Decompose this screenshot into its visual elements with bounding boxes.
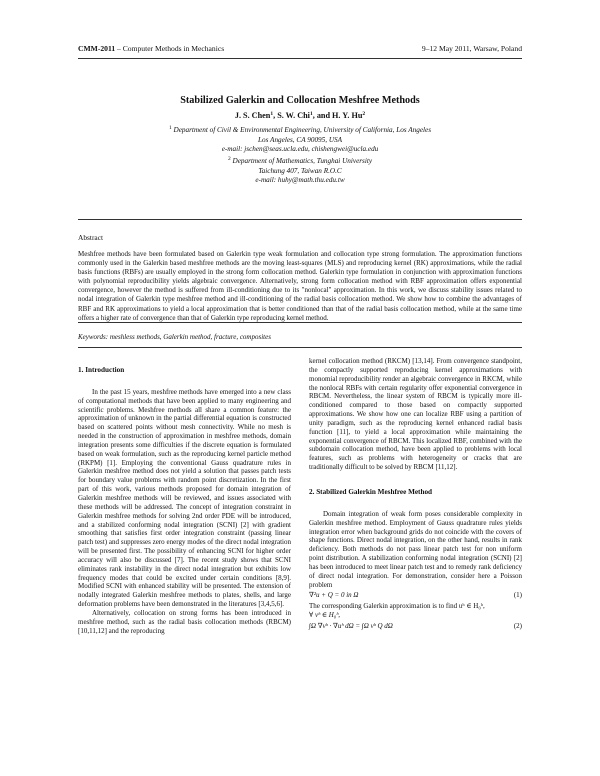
column-left (78, 366, 291, 635)
paragraph: Alternatively, collocation on strong forms has been introduced in meshfree method, such as the radial basis collocation methods (RBCM) [10,11,12] and the reproducing (78, 608, 291, 635)
equation-1: ∇²u + Q = 0 in Ω (1) (309, 591, 522, 600)
header-rule (78, 58, 522, 59)
abstract-top-rule (78, 219, 522, 220)
paragraph: Domain integration of weak form poses considerable complexity in Galerkin meshfree method. Employment of Gauss quadrature rules yields integration error when background grids do not coincide with the covers of shape functions. Direct nodal integration, on the other hand, results in rank deficiency. Both methods do not pass linear patch test for non uniform point distribution. A stabilization conforming nodal integration (SCNI) [2] has been introduced to meet linear patch test and to remedy rank deficiency of direct nodal integration. For demonstration, consider here a Poisson problem (309, 509, 522, 589)
author-list: J. S. Chen$^1$, S. W. Chi$^1$, and H. Y. Hu$^2$ (234, 111, 366, 120)
equation-2-quantifier: ∀ vʰ ∈ H₀ʰ, (309, 611, 340, 620)
running-header (78, 44, 522, 58)
conference-date-place: 9–12 May 2011, Warsaw, Poland (421, 44, 522, 53)
paragraph: The corresponding Galerkin approximation is to find uʰ ∈ H₀ʰ, (309, 602, 485, 611)
equation-2: ∫Ω ∇vʰ · ∇uʰ dΩ = ∫Ω vʰ Q dΩ (2) (309, 622, 522, 631)
paper-title: Stabilized Galerkin and Collocation Meshfree Methods (180, 95, 420, 106)
conference-label: CMM-2011 – Computer Methods in Mechanics (78, 44, 225, 53)
paragraph: In the past 15 years, meshfree methods have emerged into a new class of computational methods that have been applied to many engineering and scientific problems. Meshfree methods all share a common feature: the approximation of unknown in the partial differential equation is constructed based on scattered points without mesh connectivity. While no mesh is needed in the construction of approximation in meshfree methods, domain integration presents some difficulties if the discrete equation is formulated based on weak formulation, such as the reproducing kernel particle method (RKPM) [1]. Employing the conventional Gauss quadrature rules in Galerkin meshfree method does not yield a solution that passes patch tests for boundary value problems with random point discretization. In the first part of this work, various methods proposed for domain integration of Galerkin meshfree methods will be reviewed, and issues associated with these methods will be addressed. The concept of integration constraint in Galerkin meshfree methods for solving 2nd order PDE will be introduced, and a stabilized conforming nodal integration (SCNI) [2] with gradient smoothing that satisfies first order integration constraint (passing linear patch test) and suppresses zero energy modes of the direct nodal integration will be presented first. The possibility of enhancing SCNI for higher order accuracy will also be discussed [7]. The recent study shows that SCNI eliminates rank instability in the direct nodal integration but exhibits low frequency modes that could be excited under certain conditions [8,9]. Modified SCNI with enhanced stability will be presented. The extension of nodally integrated Galerkin meshfree methods to plates, shells, and large deformation problems have been demonstrated in the literatures [3,4,5,6]. (78, 387, 291, 609)
abstract-text: Meshfree methods have been formulated based on Galerkin type weak formulation and collocation type strong formulation. The approximation functions commonly used in the Galerkin based meshfree methods are the moving least-squares (MLS) and reproducing kernel (RK) approximations, while the radial basis functions (RBFs) are usually employed in the strong form collocation method. Galerkin type formulation in conjunction with approximation functions with polynomial reproducibility yields algebraic convergence. Alternatively, strong form collocation method with RBF approximation offers exponential convergence, however the method is suffered from ill-conditioning due to its "nonlocal" approximation. In this work, we discuss stability issues related to nodal integration of Galerkin type meshfree method and ill-conditioning of the radial basis collocation method. We show how to combine the advantages of RBF and RK approximations to yield a local approximation that is better conditioned than that of the radial basis collocation method, while at the same time offers a higher rate of convergence than that of Galerkin type reproducing kernel method. (78, 250, 522, 322)
abstract-heading: Abstract (78, 233, 104, 242)
affiliation-1: $^1$ Department of Civil & Environmental Engineering, University of California, Los Angeles Los Angeles, CA 90095, USA e-mail: jschen@seas.ucla.edu, chishengwei@ucla.edu (168, 125, 432, 154)
paragraph: kernel collocation method (RKCM) [13,14]. From convergence standpoint, the compactly supported reproducing kernel approximations with monomial reproducibility render an algebraic convergence in RKCM, while the nonlocal RBFs with certain regularity offer exponential convergence in RBCM. Nevertheless, the linear system of RBCM is typically more ill-conditioned compared to those based on compactly supported approximations. We show how one can localize RBF using a partition of unity paradigm, such as the reproducing kernel enhanced radial basis function [11], to yield a local approximation while maintaining the exponential convergence of RBCM. This localized RBF, combined with the subdomain collocation method, have been applied to problems with local features, such as problems with heterogeneity or cracks that are traditionally difficult to be solved by RBCM [11,12]. (309, 357, 522, 472)
affiliation-2: $^2$ Department of Mathematics, Tunghai University Taichung 407, Taiwan R.O.C e-mail: huhy@math.thu.edu.tw (227, 156, 373, 185)
section-2-heading: 2. Stabilized Galerkin Meshfree Method (309, 487, 433, 496)
section-1-heading: 1. Introduction (78, 366, 125, 374)
keywords-rule (78, 347, 522, 348)
abstract-bottom-rule (78, 322, 522, 323)
column-right (309, 357, 522, 633)
keywords: Keywords: meshless methods, Galerkin method, fracture, composites (78, 333, 271, 341)
